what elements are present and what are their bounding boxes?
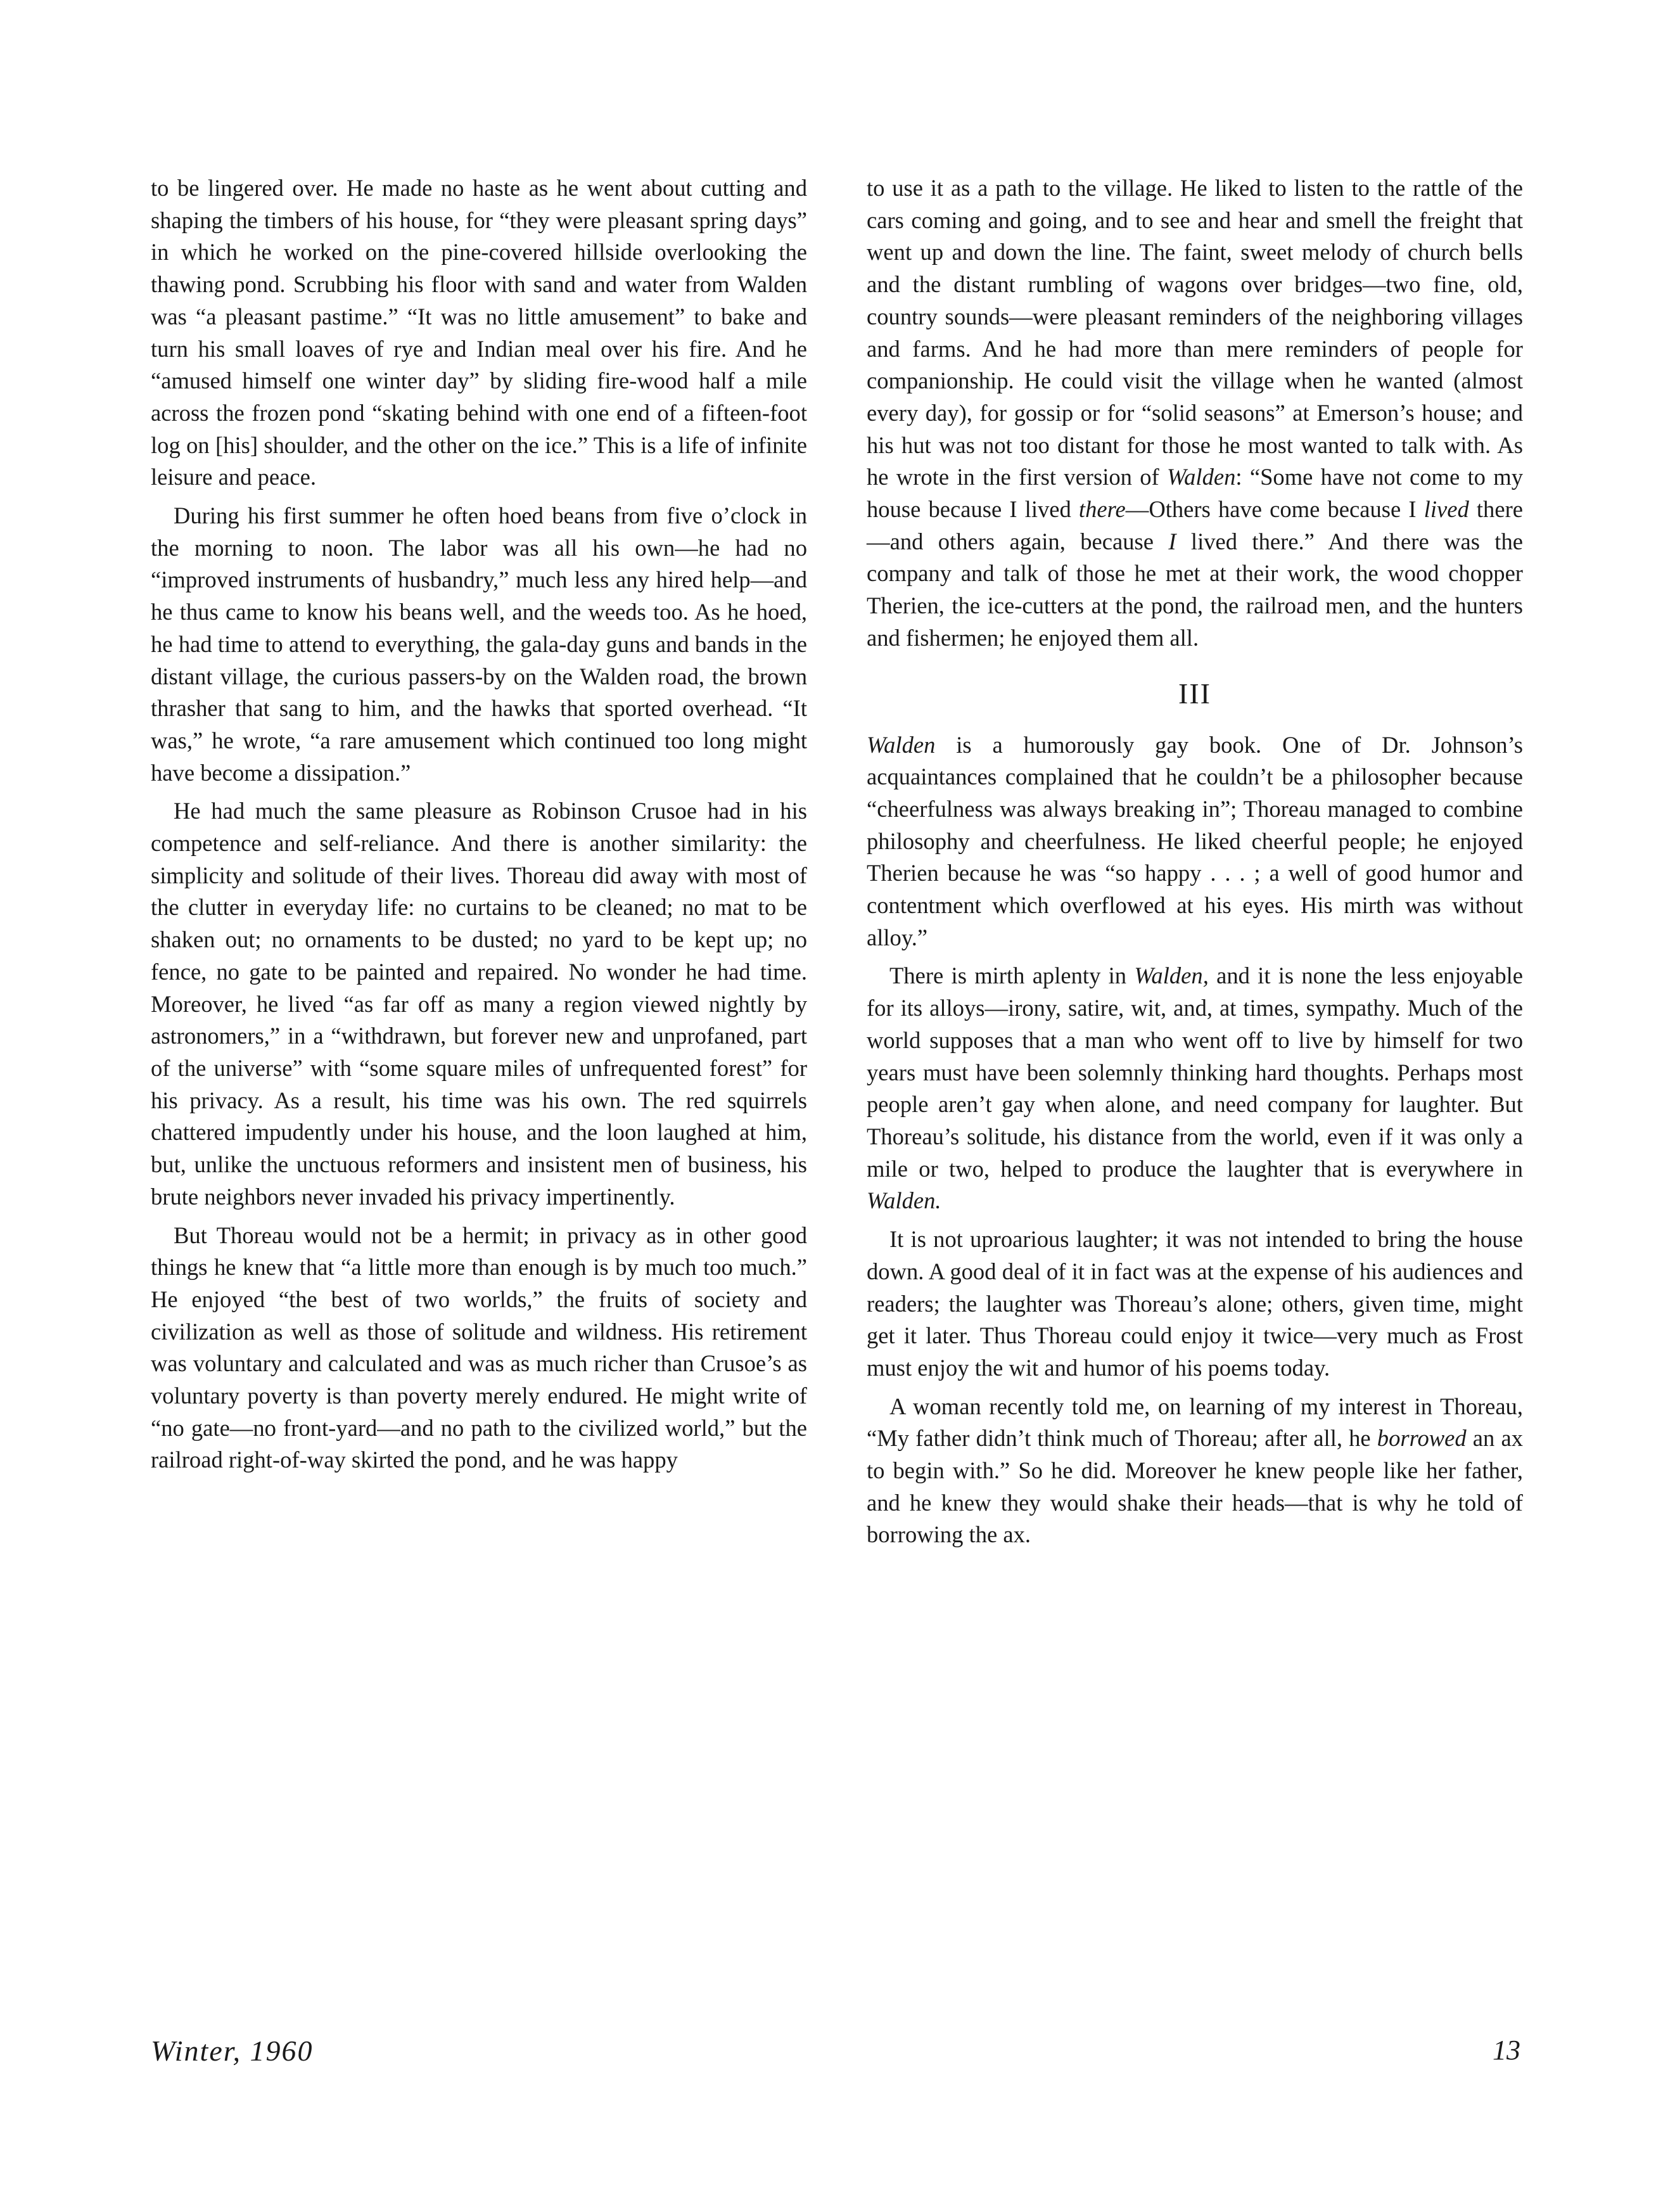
italic-word: I [1168,528,1176,554]
section-heading: III [1178,677,1211,710]
text-run: : “Some have not come to my house because I lived [867,464,1523,523]
page-number: 13 [1493,2035,1520,2066]
text-run: there—and others again, because [867,496,1523,554]
left-paragraph-3: He had much the same pleasure as Robinson Crusoe had in his competence and self-reliance. And there is another similarity: the simplicity and solitude of their lives. Thoreau did away with most of the clutter in everyday life: no curtains to be cleaned; no mat to be shaken out; no ornaments to be dusted; no yard to be kept up; no fence, no gate to be painted and repaired. No wonder he had time. Moreover, he lived “as far off as many a region viewed nightly by astronomers,” in a “withdrawn, but forever new and unprofaned, part of the universe” with “some square miles of unfrequented forest” for his privacy. As a result, his time was his own. The red squirrels chattered impudently under his house, and the loon laughed at him, but, unlike the unctuous reformers and insistent men of business, his brute neighbors never invaded his privacy impertinently. [151,798,807,1210]
left-column [151,172,807,1483]
italic-word: lived [1424,496,1469,523]
right-paragraph-3 [867,960,1523,1217]
italic-title: Walden [1167,464,1236,490]
right-paragraph-5 [867,1391,1523,1552]
text-run: an ax to begin with.” So he did. Moreover he knew people like her father, and he knew they would shake their heads—that is why he told of borrowing the ax. [867,1425,1523,1548]
text-run: lived there.” And there was the company and talk of those he met at their work, the wood chopper Therien, the ice-cutters at the pond, the railroad men, and the hunters and fishermen; he enjoyed them all. [867,528,1523,651]
italic-word: there [1078,496,1126,523]
text-run: A woman recently told me, on learning of my interest in Thoreau, “My father didn’t think much of Thoreau; after all, he [867,1393,1523,1452]
text-run: and it is none the less enjoyable for its alloys—irony, satire, wit, and, at times, sympathy. Much of the world supposes that a man who went off to live by himself for two years must have been solemnly thinking hard thoughts. Perhaps most people aren’t gay when alone, and need company for laughter. But Thoreau’s solitude, his distance from the world, even if it was only a mile or two, helped to produce the laughter that is everywhere in [867,962,1523,1182]
italic-title: Walden. [867,1187,941,1214]
right-paragraph-2 [867,729,1523,954]
text-run: to use it as a path to the village. He liked to listen to the rattle of the cars coming and going, and to see and hear and smell the freight that went up and down the line. The faint, sweet melody of church bells and the distant rumbling of wagons over bridges—two fine, old, country sounds—were pleasant reminders of the neighboring villages and farms. And he had more than mere reminders of people for companionship. He could visit the village when he wanted (almost every day), for gossip or for “solid seasons” at Emerson’s house; and his hut was not too distant for those he most wanted to talk with. As he wrote in the first version of [867,175,1523,490]
right-paragraph-4: It is not uproarious laughter; it was not intended to bring the house down. A good deal of it in fact was at the expense of his audiences and readers; the laughter was Thoreau’s alone; others, given time, might get it later. Thus Thoreau could enjoy it twice—very much as Frost must enjoy the wit and humor of his poems today. [867,1226,1523,1381]
left-paragraph-4: But Thoreau would not be a hermit; in privacy as in other good things he knew that “a little more than enough is by much too much.” He enjoyed “the best of two worlds,” the fruits of society and civilization as well as those of solitude and wildness. His retirement was voluntary and calculated and was as much richer than Crusoe’s as voluntary poverty is than poverty merely endured. He might write of “no gate—no front-yard—and no path to the civilized world,” but the railroad right-of-way skirted the pond, and he was happy [151,1222,807,1473]
text-run: is a humorously gay book. One of Dr. Johnson’s acquaintances complained that he couldn’t be a philosopher because “cheerfulness was always breaking in”; Thoreau managed to combine philosophy and cheerfulness. He liked cheerful people; he enjoyed Therien because he was “so happy . . . ; a well of good humor and contentment which overflowed at his eyes. His mirth was without alloy.” [867,731,1523,950]
right-paragraph-1 [867,172,1523,655]
footer-issue: Winter, 1960 [151,2035,314,2067]
left-paragraph-2: During his first summer he often hoed beans from five o’clock in the morning to noon. The labor was all his own—he had no “improved instruments of husbandry,” much less any hired help—and he thus came to know his beans well, and the weeds too. As he hoed, he had time to attend to everything, the gala-day guns and bands in the distant village, the curious passers-by on the Walden road, the brown thrasher that sang to him, and the hawks that sported overhead. “It was,” he wrote, “a rare amusement which continued too long might have become a dissipation.” [151,502,807,786]
text-run: There is mirth aplenty in [889,962,1135,989]
italic-word: borrowed [1377,1425,1467,1452]
italic-title: Walden, [1134,962,1209,989]
right-column [867,172,1523,1557]
text-run: —Others have come because I [1125,496,1424,523]
left-paragraph-1: to be lingered over. He made no haste as he went about cutting and shaping the timbers of his house, for “they were pleasant spring days” in which he worked on the pine-covered hillside overlooking the thawing pond. Scrubbing his floor with sand and water from Walden was “a pleasant pastime.” “It was no little amusement” to bake and turn his small loaves of rye and Indian meal over his fire. And he “amused himself one winter day” by sliding fire-wood half a mile across the frozen pond “skating behind with one end of a fifteen-foot log on [his] shoulder, and the other on the ice.” This is a life of infinite leisure and peace. [151,175,807,490]
italic-title: Walden [867,731,936,758]
